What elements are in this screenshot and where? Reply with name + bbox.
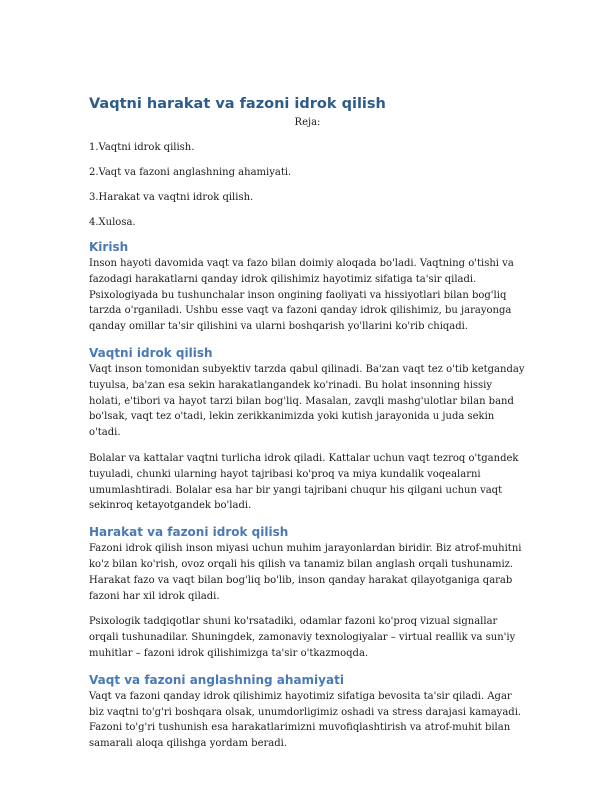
plan-item-2: 2.Vaqt va fazoni anglashning ahamiyati. [89, 167, 292, 178]
paragraph: Psixologik tadqiqotlar shuni ko'rsatadiki, odamlar fazoni ko'proq vizual signallar orqali tushunadilar. Shuningdek, zamonaviy texnologiyalar – virtual reallik va sun'iy muhitlar – fazoni idrok qilishimizga ta'sir o'tkazmoqda. [89, 616, 516, 659]
paragraph: Bolalar va kattalar vaqtni turlicha idrok qiladi. Kattalar uchun vaqt tezroq o'tgandek tuyuladi, chunki ularning hayot tajribasi ko'proq va miya kundalik voqealarni umumlashtiradi. Bolalar esa har bir yangi tajribani chuqur his qilgani uchun vaqt sekinroq ketayotgandek bo'ladi. [89, 452, 519, 512]
plan-label: Reja: [294, 117, 321, 128]
paragraph: Inson hayoti davomida vaqt va fazo bilan doimiy aloqada bo'ladi. Vaqtning o'tishi va fazodagi harakatlarni qanday idrok qilishimiz hayotimiz sifatiga ta'sir qiladi. Psixologiyada bu tushunchalar inson ongining faoliyati va hissiyotlari bilan bog'liq tarzda o'rganiladi. Ushbu esse vaqt va fazoni qanday idrok qilishimiz, bu jarayonga qanday omillar ta'sir qilishini va ularni boshqarish yo'llarini ko'rib chiqadi. [89, 258, 514, 333]
document-title: Vaqtni harakat va fazoni idrok qilish [89, 96, 386, 112]
section-heading-harakat-fazo: Harakat va fazoni idrok qilish [89, 525, 289, 540]
plan-item-4: 4.Xulosa. [89, 217, 136, 228]
section-heading-vaqtni-idrok: Vaqtni idrok qilish [89, 345, 213, 360]
plan-item-3: 3.Harakat va vaqtni idrok qilish. [89, 192, 254, 203]
paragraph: Fazoni idrok qilish inson miyasi uchun muhim jarayonlardan biridir. Biz atrof-muhitni ko'z bilan ko'rish, ovoz orqali his qilish va tanamiz bilan anglash orqali tushunamiz. Harakat fazo va vaqt bilan bog'liq bo'lib, inson qanday harakat qilayotganiga qarab fazoni har xil idrok qiladi. [89, 543, 522, 602]
plan-item-1: 1.Vaqtni idrok qilish. [89, 142, 195, 153]
paragraph: Vaqt inson tomonidan subyektiv tarzda qabul qilinadi. Ba'zan vaqt tez o'tib ketganday tuyulsa, ba'zan esa sekin harakatlangandek ko'rinadi. Bu holat insonning hissiy holati, e'tibori va hayot tarzi bilan bog'liq. Masalan, zavqli mashg'ulotlar bilan band bo'lsak, vaqt tez o'tadi, lekin zerikkanimizda yoki kutish jarayonida u juda sekin o'tadi. [89, 363, 525, 439]
paragraph: Vaqt va fazoni qanday idrok qilishimiz hayotimiz sifatiga bevosita ta'sir qiladi. Agar biz vaqtni to'g'ri boshqara olsak, unumdorligimiz oshadi va stress darajasi kamayadi. Fazoni to'g'ri tushunish esa harakatlarimizni muvofiqlashtirish va atrof-muhit bilan samarali aloqa qilishga yordam beradi. [89, 690, 522, 750]
section-heading-kirish: Kirish [89, 240, 129, 254]
section-heading-ahamiyati: Vaqt va fazoni anglashning ahamiyati [89, 672, 344, 687]
